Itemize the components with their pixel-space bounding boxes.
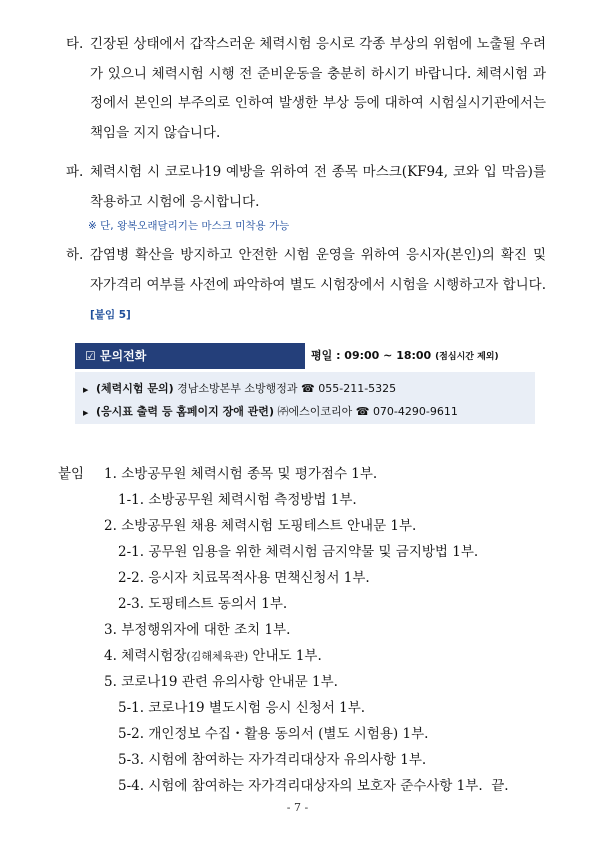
item-ta — [66, 30, 546, 148]
item-text — [90, 241, 546, 331]
attachment-line — [118, 592, 287, 612]
attachment-text: 부정행위자에 대한 조치 1부. — [121, 622, 291, 638]
attachment-num: 2-1. — [118, 544, 145, 560]
attachments-label: 붙임 — [58, 466, 85, 482]
contact-hours — [305, 343, 535, 369]
item-ha — [66, 241, 546, 331]
attachment-text: 소방공무원 체력시험 종목 및 평가점수 1부. — [121, 466, 378, 482]
attachment-num: 3. — [104, 622, 117, 638]
contact-hours-label: 평일 : 09:00 ~ 18:00 — [311, 349, 432, 362]
attachment-text: 개인정보 수집・활용 동의서 (별도 시험용) 1부. — [148, 726, 429, 742]
attachment-line — [118, 566, 370, 586]
attachment-num: 2-3. — [118, 596, 145, 612]
contact-org: ㈜에스이코리아 — [277, 405, 353, 418]
attachment-num: 4. — [104, 648, 117, 664]
attachment-text: 소방공무원 체력시험 측정방법 1부. — [148, 492, 357, 508]
attachment-ref: [붙임 5] — [90, 309, 131, 321]
attachment-line — [118, 540, 478, 560]
attachment-text: 소방공무원 채용 체력시험 도핑테스트 안내문 1부. — [121, 518, 417, 534]
attachment-text: 응시자 치료목적사용 면책신청서 1부. — [148, 570, 370, 586]
contact-row — [83, 380, 396, 396]
attachment-text-small: (김해체육관) — [186, 650, 249, 663]
attachment-text: 코로나19 별도시험 응시 신청서 1부. — [148, 700, 366, 716]
attachment-text: 시험에 참여하는 자가격리대상자의 보호자 준수사항 1부. — [148, 778, 483, 794]
attachment-line — [118, 748, 426, 768]
attachment-text-pre: 체력시험장 — [121, 648, 187, 664]
attachment-num: 5-4. — [118, 778, 145, 794]
phone-icon: ☎ — [301, 382, 315, 395]
attachment-line — [104, 670, 338, 690]
phone-icon: ☎ — [355, 405, 370, 418]
item-text-body: 감염병 확산을 방지하고 안전한 시험 운영을 위하여 응시자(본인)의 확진 및 자가격리 여부를 사전에 파악하여 별도 시험장에서 시험을 시행하고자 합니다. — [90, 247, 546, 293]
attachment-line — [118, 488, 357, 508]
attachment-num: 5-2. — [118, 726, 145, 742]
attachment-num: 5-1. — [118, 700, 145, 716]
item-pa — [66, 158, 546, 217]
attachment-num: 1. — [104, 466, 117, 482]
attachment-num: 1-1. — [118, 492, 145, 508]
attachment-num: 5. — [104, 674, 117, 690]
attachment-text: 코로나19 관련 유의사항 안내문 1부. — [121, 674, 338, 690]
attachment-line — [104, 644, 322, 664]
mask-exception-note: ※ 단, 왕복오래달리기는 마스크 미착용 가능 — [88, 220, 290, 232]
item-marker: 타. — [66, 36, 84, 52]
contact-org: 경남소방본부 소방행정과 — [177, 382, 298, 395]
attachment-num: 2. — [104, 518, 117, 534]
attachment-line — [118, 774, 509, 794]
attachment-line — [104, 514, 416, 534]
contact-category: (체력시험 문의) — [96, 382, 174, 395]
contact-body — [75, 372, 535, 424]
item-text: 긴장된 상태에서 갑작스러운 체력시험 응시로 각종 부상의 위험에 노출될 우려가 있으니 체력시험 시행 전 준비운동을 충분히 하시기 바랍니다. 체력시험 과정에서 본인의 부주의로 인하여 발생한 부상 등에 대하여 시험실시기관에서는 책임을 지지 않습니다. — [90, 36, 546, 141]
contact-title: ☑ 문의전화 — [75, 343, 305, 369]
item-marker: 파. — [66, 164, 84, 180]
attachment-line — [118, 722, 428, 742]
contact-row — [83, 403, 458, 419]
triangle-bullet-icon: ▶ — [83, 409, 89, 417]
attachment-num: 2-2. — [118, 570, 145, 586]
contact-header — [75, 343, 535, 369]
attachment-num: 5-3. — [118, 752, 145, 768]
page-number: - 7 - — [286, 801, 309, 814]
contact-category: (응시표 출력 등 홈페이지 장애 관련) — [96, 405, 274, 418]
attachment-text: 도핑테스트 동의서 1부. — [148, 596, 288, 612]
end-mark: 끝. — [491, 778, 509, 794]
contact-phone: 055-211-5325 — [318, 382, 397, 395]
contact-phone: 070-4290-9611 — [372, 405, 458, 418]
item-marker: 하. — [66, 247, 84, 263]
attachment-line — [104, 618, 290, 638]
attachment-line — [118, 696, 365, 716]
attachment-line — [104, 462, 377, 482]
triangle-bullet-icon: ▶ — [83, 386, 89, 394]
item-text: 체력시험 시 코로나19 예방을 위하여 전 종목 마스크(KF94, 코와 입 막음)를 착용하고 시험에 응시합니다. — [90, 164, 546, 210]
attachment-text-post: 안내도 1부. — [248, 648, 322, 664]
contact-hours-note: (점심시간 제외) — [435, 352, 499, 362]
attachment-text: 시험에 참여하는 자가격리대상자 유의사항 1부. — [148, 752, 427, 768]
attachment-text: 공무원 임용을 위한 체력시험 금지약물 및 금지방법 1부. — [148, 544, 479, 560]
